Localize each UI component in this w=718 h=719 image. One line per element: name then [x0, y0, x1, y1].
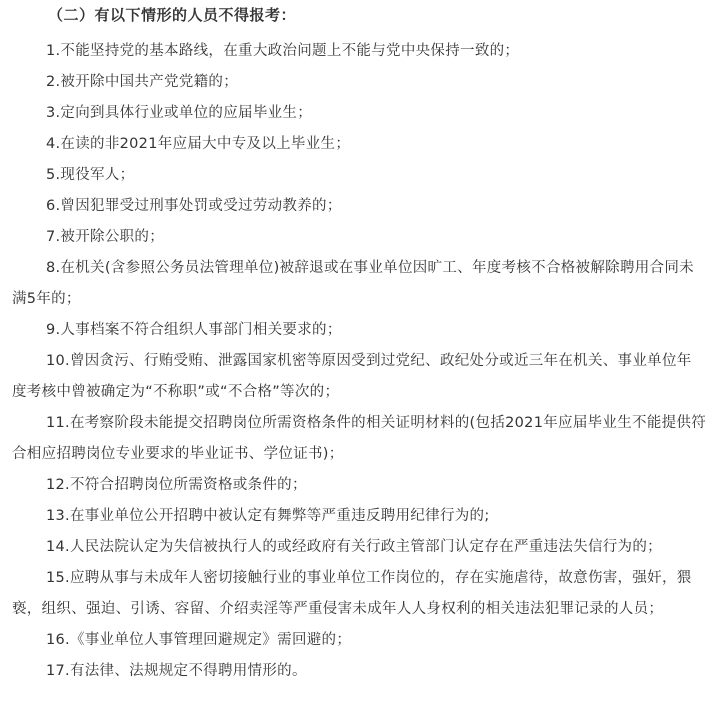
- list-item-13: 13.在事业单位公开招聘中被认定有舞弊等严重违反聘用纪律行为的;: [46, 508, 490, 524]
- list-item-6: 6.曾因犯罪受过刑事处罚或受过劳动教养的；: [46, 198, 342, 214]
- list-item-1: 1.不能坚持党的基本路线，在重大政治问题上不能与党中央保持一致的；: [46, 43, 520, 59]
- list-item-12: 12.不符合招聘岗位所需资格或条件的；: [46, 477, 307, 493]
- list-item-5: 5.现役军人；: [46, 167, 135, 183]
- list-item-10: 10.曾因贪污、行贿受贿、泄露国家机密等原因受到过党纪、政纪处分或近三年在机关、事业单位年度考核中曾被确定为“不称职”或“不合格”等次的；: [12, 353, 692, 400]
- list-item-17: 17.有法律、法规规定不得聘用情形的。: [46, 663, 307, 679]
- list-item-7: 7.被开除公职的；: [46, 229, 165, 245]
- section-heading: （二）有以下情形的人员不得报考：: [48, 6, 297, 24]
- list-item-11: 11.在考察阶段未能提交招聘岗位所需资格条件的相关证明材料的(包括2021年应届毕业生不能提供符合相应招聘岗位专业要求的毕业证书、学位证书)；: [12, 415, 707, 462]
- list-item-15: 15.应聘从事与未成年人密切接触行业的事业单位工作岗位的，存在实施虐待，故意伤害，强奸，猥亵，组织、强迫、引诱、容留、介绍卖淫等严重侵害未成年人人身权利的相关违法犯罪记录的人员；: [12, 570, 692, 617]
- list-item-9: 9.人事档案不符合组织人事部门相关要求的；: [46, 322, 342, 338]
- list-item-16: 16.《事业单位人事管理回避规定》需回避的；: [46, 632, 352, 648]
- list-item-8: 8.在机关(含参照公务员法管理单位)被辞退或在事业单位因旷工、年度考核不合格被解除聘用合同未满5年的；: [12, 260, 694, 307]
- list-item-4: 4.在读的非2021年应届大中专及以上毕业生；: [46, 136, 351, 152]
- list-item-3: 3.定向到具体行业或单位的应届毕业生；: [46, 105, 313, 121]
- list-item-14: 14.人民法院认定为失信被执行人的或经政府有关行政主管部门认定存在严重违法失信行为的；: [46, 539, 662, 555]
- list-item-2: 2.被开除中国共产党党籍的；: [46, 74, 239, 90]
